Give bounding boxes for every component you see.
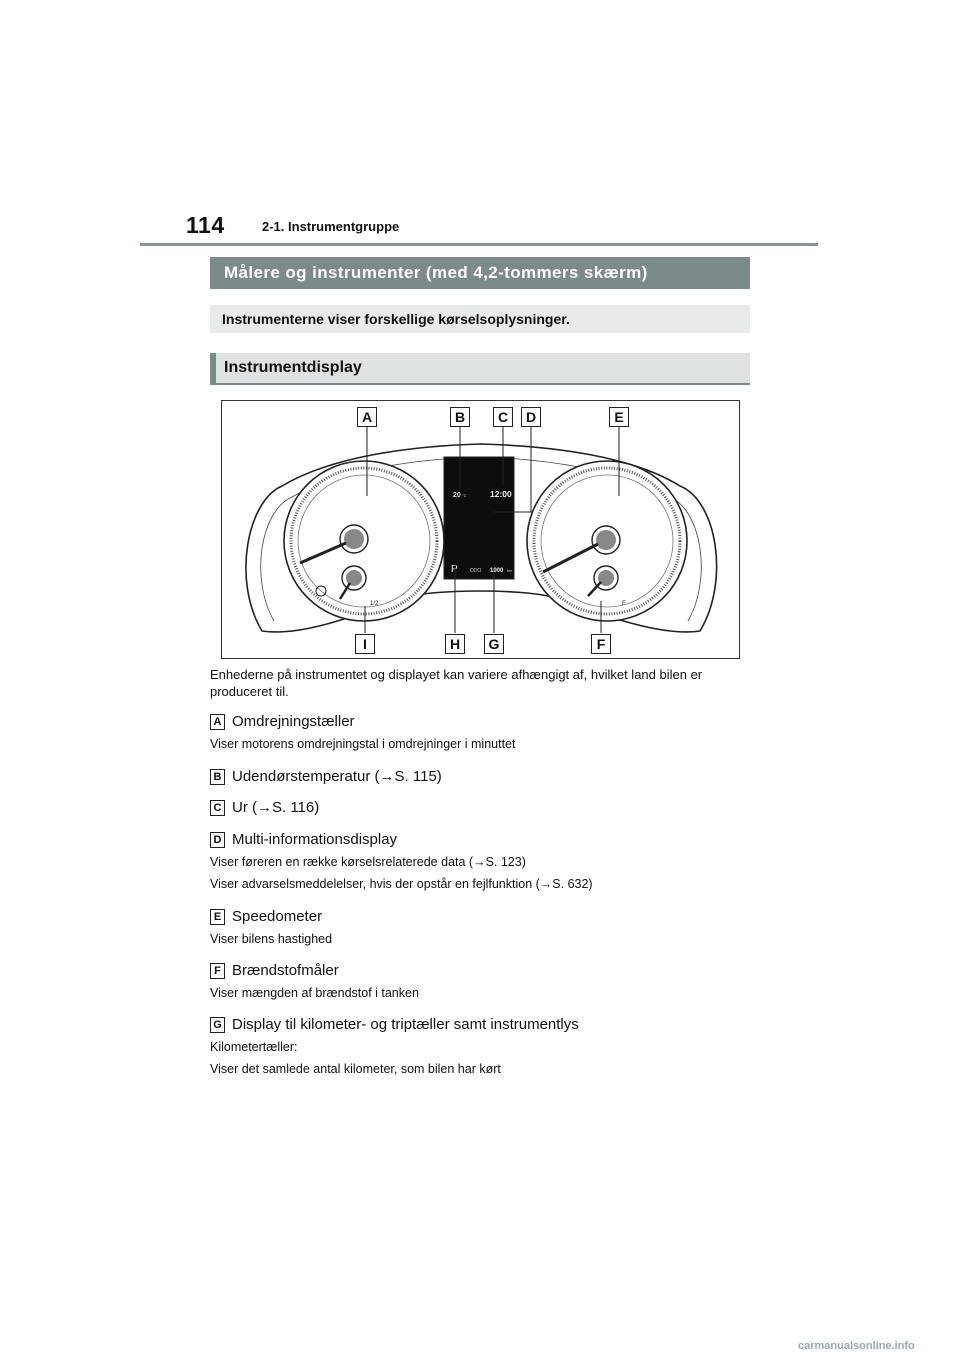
- display-odo-unit: km: [507, 568, 513, 573]
- callout-d: D: [521, 407, 541, 427]
- letter-badge: E: [210, 909, 225, 925]
- callout-c: C: [493, 407, 513, 427]
- item-title: Display til kilometer- og triptæller samt instrumentlys: [232, 1016, 579, 1033]
- item-description: Viser føreren en række kørselsrelaterede data (→S. 123): [210, 855, 526, 869]
- display-clock: 12:00: [490, 489, 512, 499]
- speedometer-gauge: [527, 461, 687, 621]
- item-description-2: Viser det samlede antal kilometer, som bilen har kørt: [210, 1062, 501, 1076]
- item-title: Brændstofmåler: [232, 962, 339, 979]
- display-temp-unit: °C: [462, 493, 467, 498]
- callout-e: E: [609, 407, 629, 427]
- list-item-e: [210, 908, 770, 946]
- header-rule: [140, 243, 818, 246]
- letter-badge: C: [210, 800, 225, 816]
- list-item-f: [210, 962, 770, 1000]
- letter-badge: B: [210, 769, 225, 785]
- callout-g: G: [484, 634, 504, 654]
- callout-h: H: [445, 634, 465, 654]
- fuel-mark: F: [622, 601, 626, 607]
- item-description: Viser bilens hastighed: [210, 932, 333, 946]
- list-item-d: [210, 831, 770, 891]
- tach-scale-mark: 1/2: [370, 601, 379, 607]
- variation-note: Enhederne på instrumentet og displayet kan variere afhængigt af, hvilket land bilen er produceret til.: [210, 667, 703, 699]
- display-odo-label: ODO: [470, 568, 482, 574]
- callout-f: F: [591, 634, 611, 654]
- intro-text: Instrumenterne viser forskellige kørselsoplysninger.: [210, 305, 750, 333]
- section-title: 2-1. Instrumentgruppe: [262, 219, 400, 234]
- display-temp: 20: [453, 492, 461, 499]
- watermark: carmanualsonline.info: [798, 1340, 915, 1352]
- instrument-cluster-figure: [221, 400, 740, 659]
- page-number: 114: [186, 212, 225, 238]
- item-title: Ur (→S. 116): [232, 799, 320, 816]
- display-odo-value: 1000: [490, 568, 504, 574]
- item-description-2: Viser advarselsmeddelelser, hvis der opstår en fejlfunktion (→S. 632): [210, 877, 593, 891]
- item-title: Omdrejningstæller: [232, 713, 355, 730]
- callout-b: B: [450, 407, 470, 427]
- list-item-g: [210, 1016, 770, 1076]
- tachometer-gauge: [284, 461, 444, 621]
- item-title: Multi-informationsdisplay: [232, 831, 398, 848]
- item-title: Speedometer: [232, 908, 323, 925]
- letter-badge: D: [210, 832, 225, 848]
- main-heading: Målere og instrumenter (med 4,2-tommers skærm): [210, 257, 750, 289]
- list-item-a: [210, 713, 770, 751]
- letter-badge: A: [210, 714, 225, 730]
- display-gear: P: [451, 564, 458, 575]
- letter-badge: G: [210, 1017, 225, 1033]
- callout-i: I: [355, 634, 375, 654]
- item-description: Viser motorens omdrejningstal i omdrejninger i minuttet: [210, 737, 516, 751]
- item-description: Kilometertæller:: [210, 1040, 298, 1054]
- callout-a: A: [357, 407, 377, 427]
- subheading: Instrumentdisplay: [210, 353, 750, 385]
- list-item-b: [210, 768, 770, 785]
- item-description: Viser mængden af brændstof i tanken: [210, 986, 419, 1000]
- item-title: Udendørstemperatur (→S. 115): [232, 768, 442, 785]
- letter-badge: F: [210, 963, 225, 979]
- list-item-c: [210, 799, 770, 816]
- cluster-illustration: [222, 401, 741, 660]
